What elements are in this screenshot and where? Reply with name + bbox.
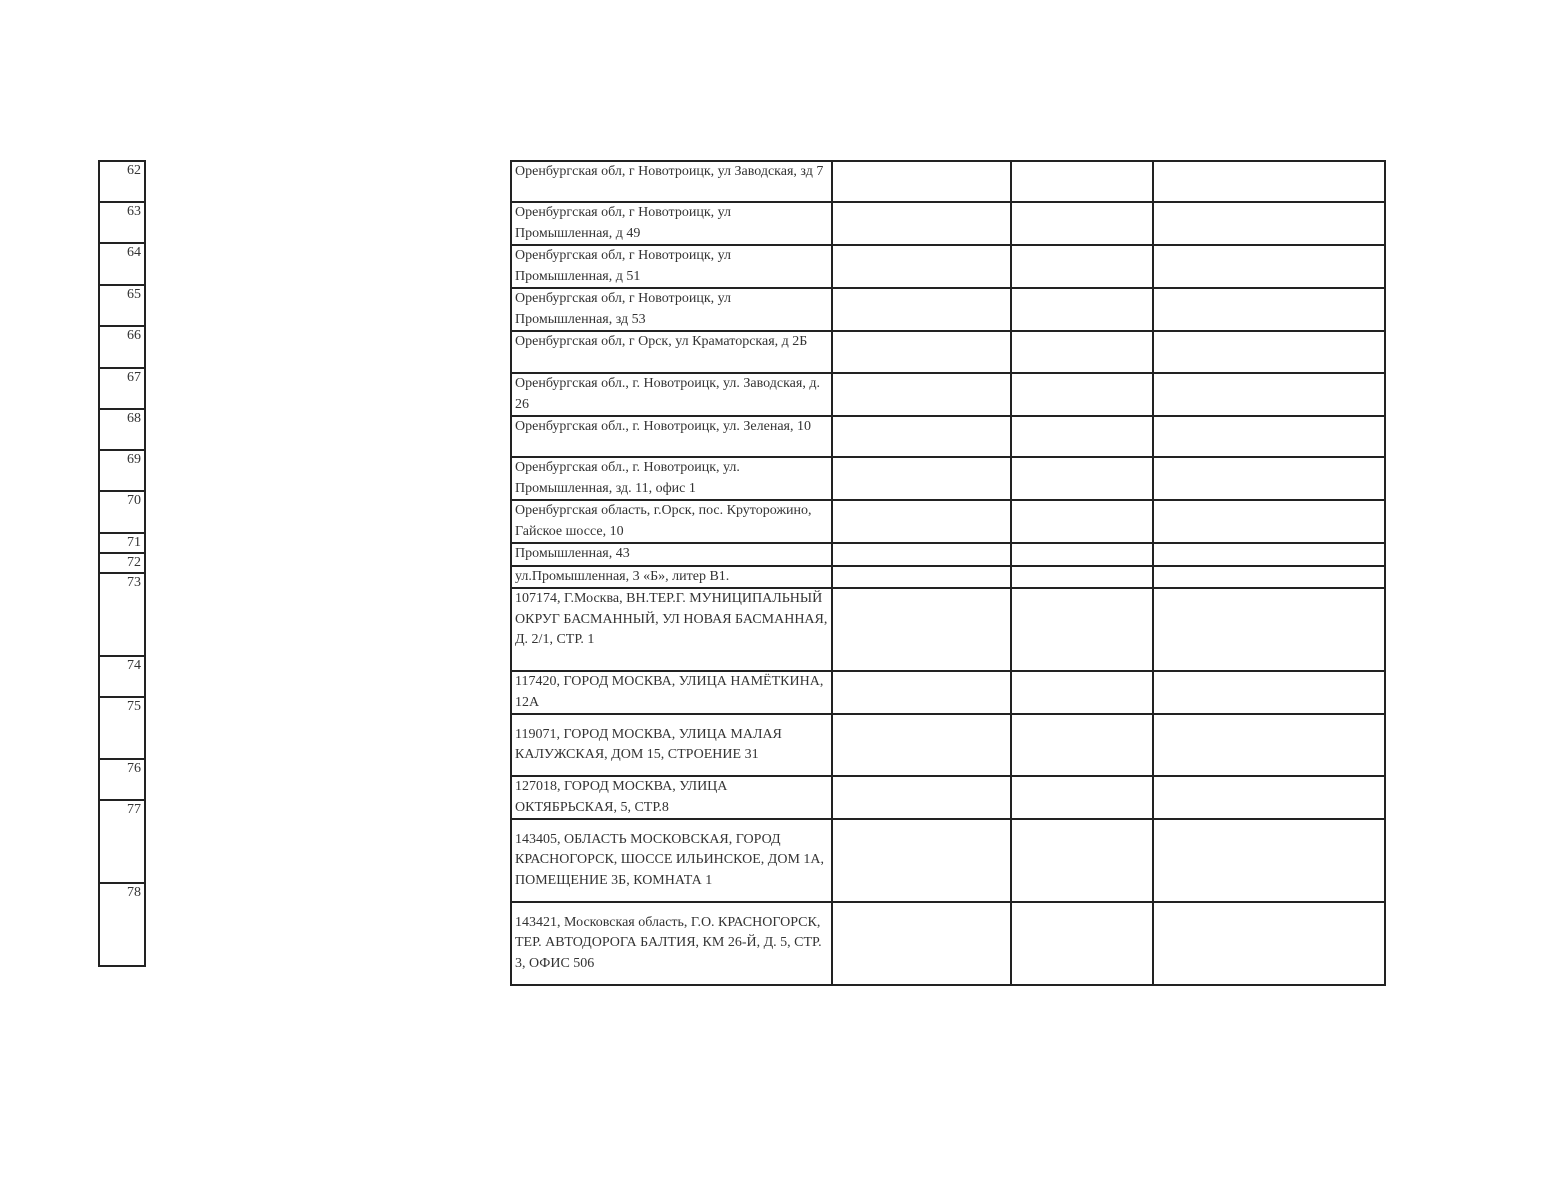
empty-cell-c — [1011, 161, 1153, 202]
empty-cell-b — [832, 588, 1011, 671]
row-number-row — [99, 285, 145, 326]
empty-cell-b — [832, 543, 1011, 566]
empty-cell-b — [832, 416, 1011, 457]
table-row — [511, 566, 1385, 589]
row-number-cell: 66 — [99, 326, 145, 368]
empty-cell-c — [1011, 819, 1153, 902]
empty-cell-c — [1011, 457, 1153, 500]
empty-cell-d — [1153, 500, 1385, 543]
empty-cell-c — [1011, 373, 1153, 416]
empty-cell-b — [832, 245, 1011, 288]
empty-cell-b — [832, 161, 1011, 202]
address-cell: ул.Промышленная, 3 «Б», литер В1. — [511, 566, 832, 589]
address-cell: Оренбургская обл, г Новотроицк, ул Промышленная, зд 53 — [511, 288, 832, 331]
empty-cell-b — [832, 714, 1011, 776]
address-cell: 107174, Г.Москва, ВН.ТЕР.Г. МУНИЦИПАЛЬНЫЙ ОКРУГ БАСМАННЫЙ, УЛ НОВАЯ БАСМАННАЯ, Д. 2/1, СТР. 1 — [511, 588, 832, 671]
empty-cell-c — [1011, 902, 1153, 985]
row-number-row — [99, 161, 145, 202]
row-number-row — [99, 883, 145, 966]
table-row — [511, 288, 1385, 331]
empty-cell-d — [1153, 457, 1385, 500]
empty-cell-c — [1011, 588, 1153, 671]
row-number-cell: 64 — [99, 243, 145, 285]
empty-cell-d — [1153, 288, 1385, 331]
row-number-row — [99, 553, 145, 573]
empty-cell-c — [1011, 288, 1153, 331]
empty-cell-b — [832, 373, 1011, 416]
row-number-cell: 76 — [99, 759, 145, 800]
empty-cell-c — [1011, 245, 1153, 288]
table-row — [511, 819, 1385, 902]
empty-cell-c — [1011, 566, 1153, 589]
address-cell: 143421, Московская область, Г.О. КРАСНОГОРСК, ТЕР. АВТОДОРОГА БАЛТИЯ, КМ 26-Й, Д. 5, СТР. 3, ОФИС 506 — [511, 902, 832, 985]
empty-cell-c — [1011, 671, 1153, 714]
table-row — [511, 500, 1385, 543]
table-row — [511, 543, 1385, 566]
table-row — [511, 457, 1385, 500]
table-row — [511, 902, 1385, 985]
empty-cell-d — [1153, 902, 1385, 985]
address-cell: Оренбургская обл, г Новотроицк, ул Заводская, зд 7 — [511, 161, 832, 202]
empty-cell-d — [1153, 566, 1385, 589]
row-number-cell: 75 — [99, 697, 145, 759]
row-number-row — [99, 800, 145, 883]
table-row — [511, 714, 1385, 776]
address-cell: 143405, ОБЛАСТЬ МОСКОВСКАЯ, ГОРОД КРАСНОГОРСК, ШОССЕ ИЛЬИНСКОЕ, ДОМ 1А, ПОМЕЩЕНИЕ 3Б, КОМНАТА 1 — [511, 819, 832, 902]
address-cell: Оренбургская область, г.Орск, пос. Круторожино, Гайское шоссе, 10 — [511, 500, 832, 543]
row-number-row — [99, 697, 145, 759]
row-number-cell: 69 — [99, 450, 145, 491]
row-number-cell: 74 — [99, 656, 145, 697]
row-number-row — [99, 656, 145, 697]
empty-cell-d — [1153, 202, 1385, 245]
empty-cell-c — [1011, 331, 1153, 373]
row-number-cell: 70 — [99, 491, 145, 533]
address-cell: Оренбургская обл, г Новотроицк, ул Промышленная, д 51 — [511, 245, 832, 288]
empty-cell-c — [1011, 776, 1153, 819]
empty-cell-b — [832, 331, 1011, 373]
address-cell: Оренбургская обл., г. Новотроицк, ул. Зеленая, 10 — [511, 416, 832, 457]
row-number-cell: 77 — [99, 800, 145, 883]
empty-cell-d — [1153, 331, 1385, 373]
address-cell: Оренбургская обл., г. Новотроицк, ул. Заводская, д. 26 — [511, 373, 832, 416]
row-number-cell: 67 — [99, 368, 145, 409]
address-cell: Оренбургская обл, г Орск, ул Краматорская, д 2Б — [511, 331, 832, 373]
row-number-cell: 62 — [99, 161, 145, 202]
row-number-row — [99, 759, 145, 800]
row-number-row — [99, 368, 145, 409]
empty-cell-c — [1011, 416, 1153, 457]
empty-cell-b — [832, 457, 1011, 500]
table-row — [511, 161, 1385, 202]
row-number-row — [99, 202, 145, 243]
empty-cell-b — [832, 776, 1011, 819]
empty-cell-b — [832, 902, 1011, 985]
empty-cell-d — [1153, 671, 1385, 714]
row-number-row — [99, 409, 145, 450]
empty-cell-b — [832, 671, 1011, 714]
address-cell: Оренбургская обл, г Новотроицк, ул Промышленная, д 49 — [511, 202, 832, 245]
empty-cell-c — [1011, 543, 1153, 566]
empty-cell-d — [1153, 819, 1385, 902]
row-number-row — [99, 450, 145, 491]
address-cell: 127018, ГОРОД МОСКВА, УЛИЦА ОКТЯБРЬСКАЯ, 5, СТР.8 — [511, 776, 832, 819]
empty-cell-d — [1153, 373, 1385, 416]
address-cell: 117420, ГОРОД МОСКВА, УЛИЦА НАМЁТКИНА, 12А — [511, 671, 832, 714]
empty-cell-b — [832, 288, 1011, 331]
row-number-body — [99, 161, 145, 966]
empty-cell-c — [1011, 202, 1153, 245]
table-row — [511, 671, 1385, 714]
row-number-cell: 65 — [99, 285, 145, 326]
row-number-column — [98, 160, 146, 967]
row-number-cell: 71 — [99, 533, 145, 553]
row-number-row — [99, 243, 145, 285]
row-number-cell: 72 — [99, 553, 145, 573]
empty-cell-d — [1153, 588, 1385, 671]
address-cell: 119071, ГОРОД МОСКВА, УЛИЦА МАЛАЯ КАЛУЖСКАЯ, ДОМ 15, СТРОЕНИЕ 31 — [511, 714, 832, 776]
empty-cell-c — [1011, 714, 1153, 776]
empty-cell-d — [1153, 543, 1385, 566]
row-number-cell: 78 — [99, 883, 145, 966]
table-row — [511, 776, 1385, 819]
empty-cell-b — [832, 819, 1011, 902]
empty-cell-b — [832, 202, 1011, 245]
empty-cell-c — [1011, 500, 1153, 543]
address-table-body — [511, 161, 1385, 985]
empty-cell-d — [1153, 776, 1385, 819]
address-table — [510, 160, 1386, 986]
row-number-row — [99, 491, 145, 533]
table-row — [511, 245, 1385, 288]
row-number-row — [99, 573, 145, 656]
row-number-cell: 73 — [99, 573, 145, 656]
row-number-cell: 63 — [99, 202, 145, 243]
empty-cell-b — [832, 500, 1011, 543]
address-cell: Промышленная, 43 — [511, 543, 832, 566]
empty-cell-d — [1153, 245, 1385, 288]
row-number-cell: 68 — [99, 409, 145, 450]
row-number-row — [99, 326, 145, 368]
empty-cell-b — [832, 566, 1011, 589]
table-row — [511, 588, 1385, 671]
table-row — [511, 373, 1385, 416]
empty-cell-d — [1153, 161, 1385, 202]
table-row — [511, 202, 1385, 245]
address-cell: Оренбургская обл., г. Новотроицк, ул. Промышленная, зд. 11, офис 1 — [511, 457, 832, 500]
empty-cell-d — [1153, 714, 1385, 776]
table-row — [511, 416, 1385, 457]
table-row — [511, 331, 1385, 373]
row-number-row — [99, 533, 145, 553]
empty-cell-d — [1153, 416, 1385, 457]
